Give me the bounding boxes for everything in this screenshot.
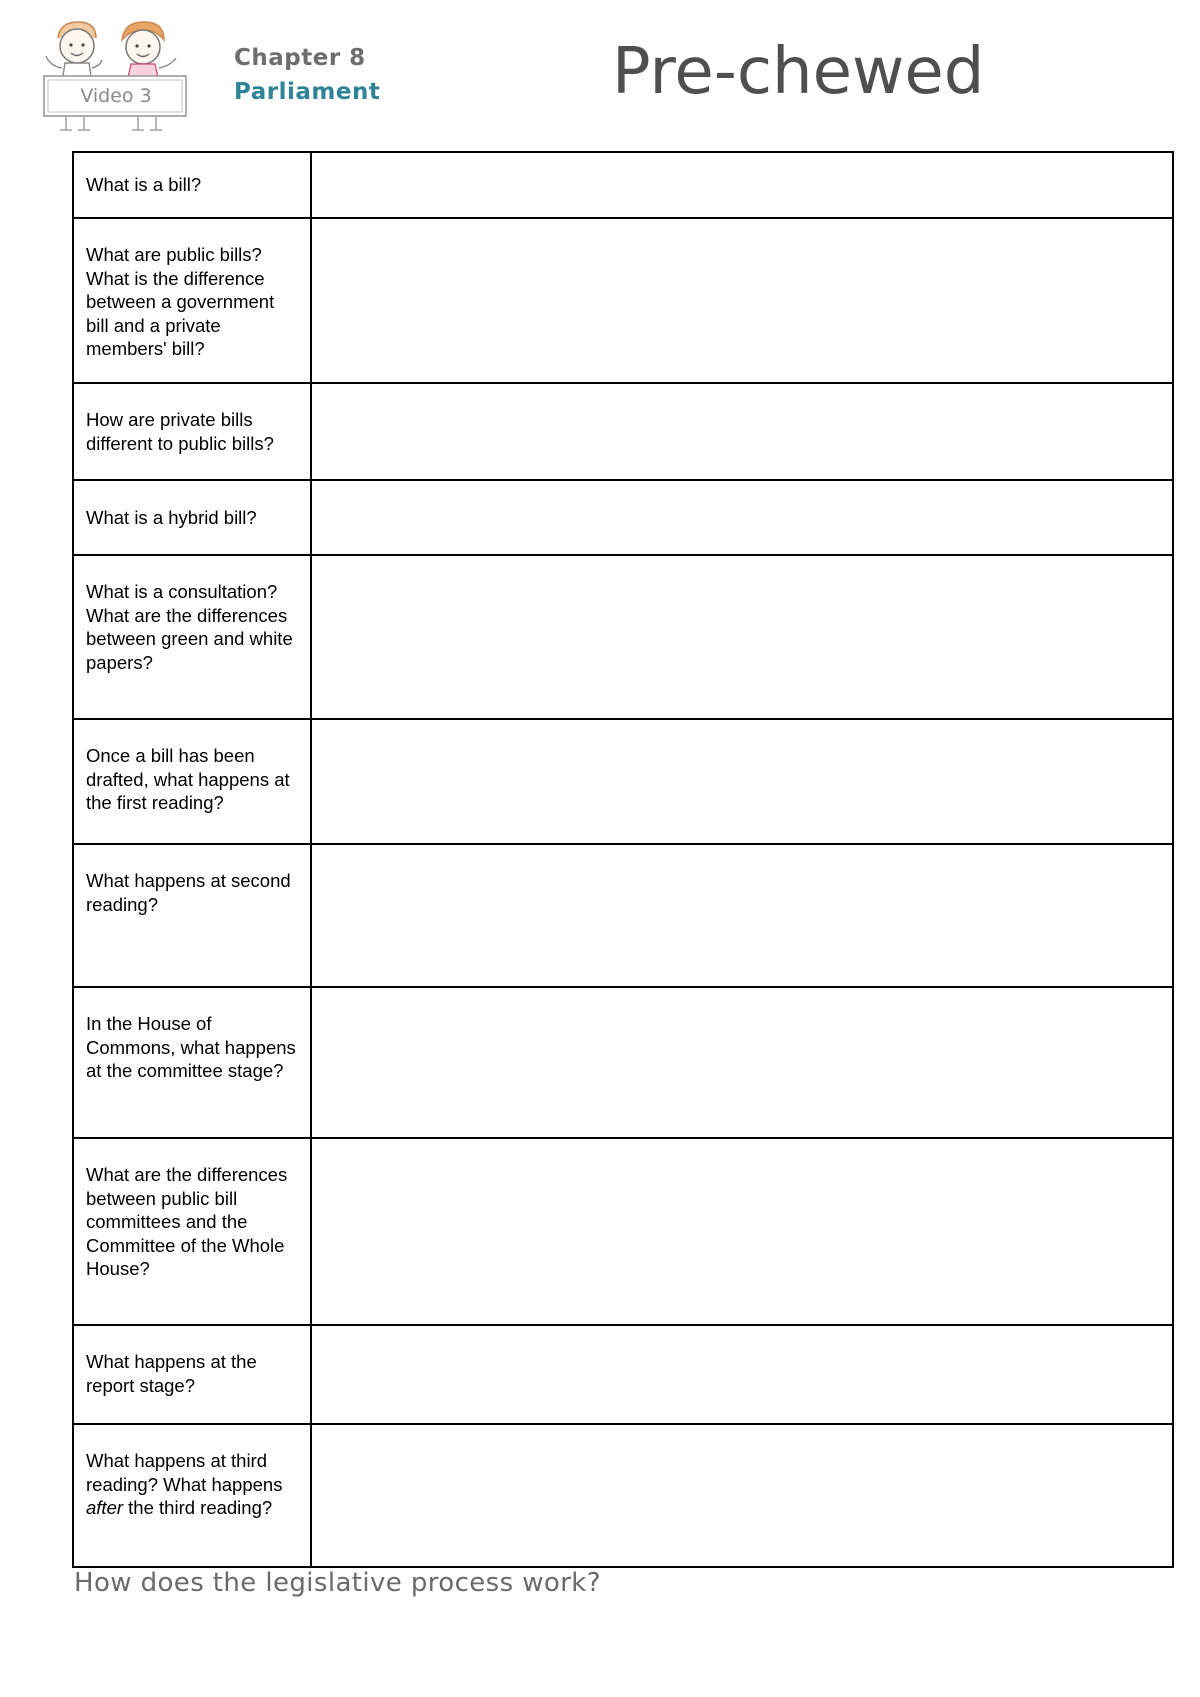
answer-cell[interactable] — [311, 1138, 1173, 1325]
question-text: What is a consultation? What are the differences between green and white papers? — [86, 581, 293, 673]
table-row — [73, 383, 1173, 480]
table-row — [73, 1424, 1173, 1567]
question-text — [74, 1425, 310, 1520]
answer-cell[interactable] — [311, 987, 1173, 1138]
question-text: How are private bills different to public bills? — [86, 409, 274, 454]
question-cell — [73, 1325, 311, 1424]
question-cell — [73, 218, 311, 383]
topic-label: Parliament — [234, 79, 381, 105]
question-cell — [73, 383, 311, 480]
question-text: In the House of Commons, what happens at the committee stage? — [86, 1013, 296, 1081]
answer-cell[interactable] — [311, 1325, 1173, 1424]
answer-cell[interactable] — [311, 555, 1173, 719]
question-text-emphasis: after — [86, 1497, 124, 1518]
question-cell — [73, 152, 311, 218]
answer-cell[interactable] — [311, 719, 1173, 844]
footer-question: How does the legislative process work? — [74, 1568, 601, 1598]
answer-cell[interactable] — [311, 218, 1173, 383]
question-text-part: the third reading? — [123, 1497, 273, 1518]
question-text: Once a bill has been drafted, what happens at the first reading? — [86, 745, 290, 813]
page-title: Pre-chewed — [612, 35, 985, 109]
table-row — [73, 844, 1173, 987]
table-row — [73, 555, 1173, 719]
table-row — [73, 480, 1173, 555]
chapter-label: Chapter 8 — [234, 45, 366, 71]
question-cell — [73, 1138, 311, 1325]
answer-cell[interactable] — [311, 383, 1173, 480]
table-row — [73, 1325, 1173, 1424]
question-text: What are the differences between public bill committees and the Committee of the Whole House? — [86, 1164, 288, 1279]
table-row — [73, 218, 1173, 383]
answer-cell[interactable] — [311, 152, 1173, 218]
question-text: What happens at second reading? — [86, 870, 291, 915]
question-text: What is a bill? — [86, 174, 202, 196]
question-text: What happens at the report stage? — [86, 1351, 257, 1396]
question-text-part: What happens at third reading? What happens — [86, 1450, 283, 1495]
table-row — [73, 719, 1173, 844]
question-table — [72, 151, 1174, 1568]
question-cell — [73, 1424, 311, 1567]
question-cell — [73, 844, 311, 987]
video-logo — [38, 16, 198, 142]
answer-cell[interactable] — [311, 480, 1173, 555]
table-row — [73, 1138, 1173, 1325]
question-text: What is a hybrid bill? — [86, 506, 257, 528]
logo-sign-label: Video 3 — [80, 85, 152, 107]
question-text: What are public bills? What is the difference between a government bill and a private members' bill? — [86, 244, 275, 359]
question-cell — [73, 480, 311, 555]
table-row — [73, 152, 1173, 218]
answer-cell[interactable] — [311, 844, 1173, 987]
question-cell — [73, 555, 311, 719]
question-cell — [73, 719, 311, 844]
question-cell — [73, 987, 311, 1138]
table-row — [73, 987, 1173, 1138]
answer-cell[interactable] — [311, 1424, 1173, 1567]
